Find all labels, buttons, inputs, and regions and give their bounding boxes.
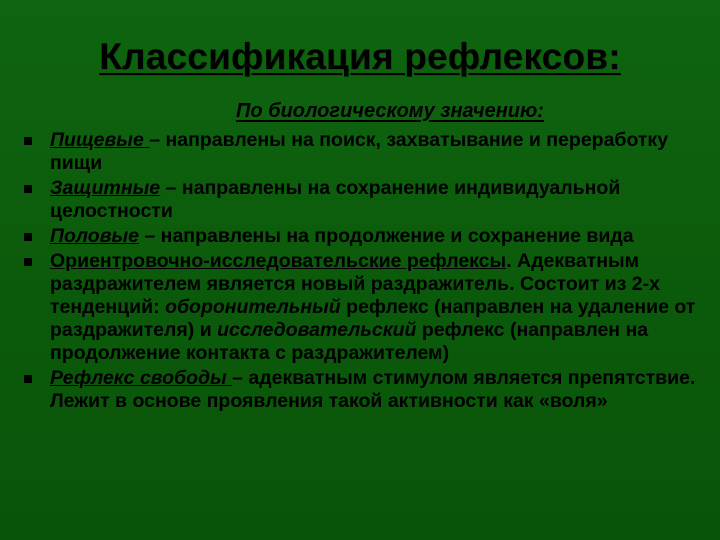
item-term: Половые [50,225,139,247]
item-text: рефлекс (направлен на удаление от раздражителя) и [50,296,696,341]
list-item-orienting [20,250,700,365]
list-item-sexual [20,225,700,248]
bullet-list [20,129,700,415]
item-term: Рефлекс свободы [50,367,233,389]
slide-subtitle: По биологическому значению: [236,100,544,122]
item-text: – адекватным стимулом является препятствие. Лежит в основе проявления такой активности как «воля» [50,367,696,412]
list-item-food [20,129,700,175]
square-bullet-icon [24,375,32,383]
square-bullet-icon [24,185,32,193]
item-text: – направлены на продолжение и сохранение вида [139,225,634,247]
item-term: Защитные [50,177,161,199]
item-emphasis: оборонительный [165,296,341,318]
item-text: рефлекс (направлен на продолжение контакта с раздражителем) [50,319,649,364]
list-item-defensive [20,177,700,223]
item-term: Пищевые [50,129,150,151]
square-bullet-icon [24,137,32,145]
square-bullet-icon [24,258,32,266]
item-text: – направлены на поиск, захватывание и переработку пищи [50,129,669,174]
item-text: . Адекватным раздражителем является новый раздражитель. Состоит из 2-х тенденций: [50,250,660,318]
item-term: Ориентровочно-исследовательские рефлексы [50,250,507,272]
slide-title: Классификация рефлексов: [99,36,621,77]
item-emphasis: исследовательский [217,319,417,341]
item-text: – направлены на сохранение индивидуальной целостности [50,177,621,222]
square-bullet-icon [24,233,32,241]
list-item-freedom [20,367,700,413]
